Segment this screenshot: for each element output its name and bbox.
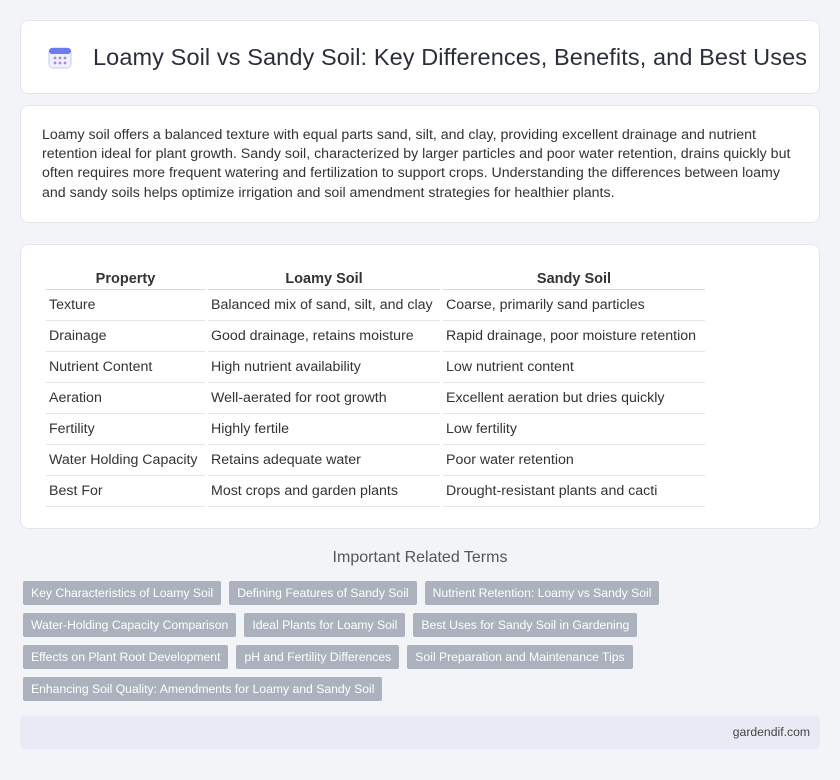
table-cell: Highly fertile xyxy=(208,414,440,445)
table-row xyxy=(46,383,705,414)
table-row xyxy=(46,352,705,383)
table-cell: Most crops and garden plants xyxy=(208,476,440,507)
header-card xyxy=(20,20,820,94)
table-cell: Low nutrient content xyxy=(443,352,705,383)
page-title: Loamy Soil vs Sandy Soil: Key Differences, Benefits, and Best Uses xyxy=(93,43,808,70)
intro-text: Loamy soil offers a balanced texture with equal parts sand, silt, and clay, providing excellent drainage and nutrient retention ideal for plant growth. Sandy soil, characterized by larger particles and poor water retention, drains quickly but often requires more frequent watering and fertilization to support crops. Understanding the differences between loamy and sandy soils helps optimize irrigation and soil amendment strategies for healthier plants. xyxy=(42,127,791,201)
related-term-tag[interactable]: Water-Holding Capacity Comparison xyxy=(23,613,236,637)
table-header-row xyxy=(46,266,705,290)
table-cell: Retains adequate water xyxy=(208,445,440,476)
calendar-icon xyxy=(47,44,73,70)
table-cell: High nutrient availability xyxy=(208,352,440,383)
related-term-tag[interactable]: Enhancing Soil Quality: Amendments for Loamy and Sandy Soil xyxy=(23,677,382,701)
related-term-tag[interactable]: Soil Preparation and Maintenance Tips xyxy=(407,645,632,669)
column-header-property: Property xyxy=(46,266,205,290)
related-terms-tags xyxy=(23,581,823,709)
related-term-tag[interactable]: pH and Fertility Differences xyxy=(236,645,399,669)
table-cell: Drought-resistant plants and cacti xyxy=(443,476,705,507)
column-header-sandy: Sandy Soil xyxy=(443,266,705,290)
table-cell: Fertility xyxy=(46,414,205,445)
comparison-table xyxy=(43,266,708,507)
tag-row xyxy=(23,581,823,605)
comparison-table-card xyxy=(20,244,820,529)
table-cell: Well-aerated for root growth xyxy=(208,383,440,414)
table-cell: Texture xyxy=(46,290,205,321)
table-cell: Good drainage, retains moisture xyxy=(208,321,440,352)
table-cell: Drainage xyxy=(46,321,205,352)
table-cell: Water Holding Capacity xyxy=(46,445,205,476)
table-cell: Poor water retention xyxy=(443,445,705,476)
table-cell: Low fertility xyxy=(443,414,705,445)
related-term-tag[interactable]: Defining Features of Sandy Soil xyxy=(229,581,416,605)
table-cell: Excellent aeration but dries quickly xyxy=(443,383,705,414)
related-term-tag[interactable]: Best Uses for Sandy Soil in Gardening xyxy=(413,613,637,637)
tag-row xyxy=(23,677,823,701)
table-cell: Rapid drainage, poor moisture retention xyxy=(443,321,705,352)
table-row xyxy=(46,476,705,507)
table-cell: Coarse, primarily sand particles xyxy=(443,290,705,321)
related-terms-title: Important Related Terms xyxy=(332,549,508,566)
related-term-tag[interactable]: Effects on Plant Root Development xyxy=(23,645,228,669)
tag-row xyxy=(23,613,823,637)
table-cell: Nutrient Content xyxy=(46,352,205,383)
table-row xyxy=(46,290,705,321)
table-row xyxy=(46,445,705,476)
tag-row xyxy=(23,645,823,669)
related-term-tag[interactable]: Ideal Plants for Loamy Soil xyxy=(244,613,405,637)
related-term-tag[interactable]: Nutrient Retention: Loamy vs Sandy Soil xyxy=(425,581,660,605)
table-row xyxy=(46,321,705,352)
related-term-tag[interactable]: Key Characteristics of Loamy Soil xyxy=(23,581,221,605)
table-cell: Best For xyxy=(46,476,205,507)
footer-site-link[interactable]: gardendif.com xyxy=(732,725,810,739)
footer xyxy=(20,716,820,749)
intro-card xyxy=(20,105,820,223)
column-header-loamy: Loamy Soil xyxy=(208,266,440,290)
table-cell: Balanced mix of sand, silt, and clay xyxy=(208,290,440,321)
table-row xyxy=(46,414,705,445)
table-cell: Aeration xyxy=(46,383,205,414)
